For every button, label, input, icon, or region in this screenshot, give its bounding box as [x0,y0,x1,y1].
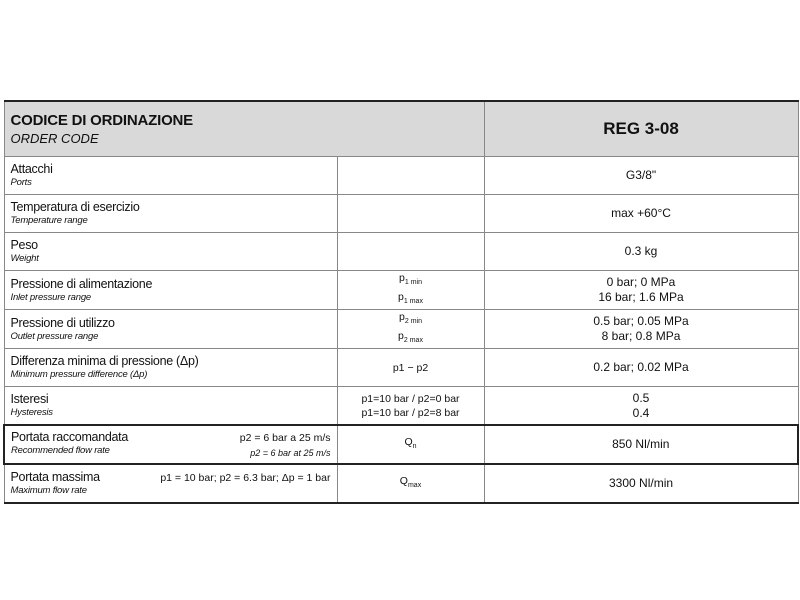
row-symbol [337,387,484,426]
model-code: REG 3-08 [484,101,798,157]
row-sublabel: Ports [10,177,32,188]
order-code-subtitle: ORDER CODE [10,131,99,146]
row-symbol [337,195,484,233]
symbol-subscript: n [412,443,417,451]
header-row [4,101,798,157]
row-symbol [337,425,484,464]
row-value: 0.2 bar; 0.02 MPa [484,349,798,387]
table-row [4,233,798,271]
row-condition-sub: p2 = 6 bar at 25 m/s [250,447,331,458]
row-label: Isteresi [10,392,49,407]
header-title-cell [4,101,484,157]
row-sublabel: Temperature range [10,215,88,226]
table-row [4,271,798,310]
table-row [4,387,798,426]
symbol-line: p1=10 bar / p2=8 bar [361,406,460,419]
order-code-title: CODICE DI ORDINAZIONE [10,112,193,129]
row-symbol [337,310,484,349]
row-symbol [337,464,484,503]
row-value: 0.3 kg [484,233,798,271]
table-row [4,349,798,387]
row-sublabel: Maximum flow rate [10,485,87,497]
row-sublabel: Recommended flow rate [11,444,110,456]
row-condition: p2 = 6 bar a 25 m/s [239,431,331,444]
value-line: 8 bar; 0.8 MPa [601,329,681,344]
row-symbol [337,233,484,271]
row-sublabel: Outlet pressure range [10,330,99,342]
row-label: Peso [10,238,38,252]
value-line: 0 bar; 0 MPa [606,275,676,290]
row-value [484,310,798,349]
row-label: Portata raccomandata [11,429,128,444]
value-line: 0.4 [632,405,650,420]
symbol-text: p [399,311,405,324]
value-line: 0.5 [632,390,650,405]
row-label: Pressione di alimentazione [10,276,153,291]
row-value [484,387,798,426]
table-row [4,310,798,349]
value-line: 0.5 bar; 0.05 MPa [593,314,689,329]
row-label: Attacchi [10,162,53,176]
value-line: 16 bar; 1.6 MPa [598,290,684,305]
row-sublabel: Minimum pressure difference (Δp) [10,369,148,381]
symbol-text: p [398,330,404,343]
symbol-text: p [399,272,405,284]
spec-table [3,100,799,504]
table-row-highlighted [4,425,798,464]
row-label: Differenza minima di pressione (Δp) [10,354,199,369]
symbol-text: p [398,291,404,304]
row-value [484,271,798,310]
symbol-subscript: 2 max [403,337,423,345]
symbol-subscript: 1 max [403,298,423,306]
row-label: Pressione di utilizzo [10,315,115,330]
row-condition: p1 = 10 bar; p2 = 6.3 bar; Δp = 1 bar [160,472,331,485]
row-label: Portata massima [10,470,100,485]
row-symbol [337,157,484,195]
symbol-subscript: max [407,482,422,490]
symbol-subscript: 2 min [404,318,422,326]
row-value: 850 Nl/min [484,425,798,464]
symbol-subscript: 1 min [404,279,422,287]
row-sublabel: Inlet pressure range [10,291,91,303]
row-label: Temperatura di esercizio [10,200,140,214]
table-row [4,195,798,233]
symbol-text: Q [399,475,408,488]
row-value: 3300 Nl/min [484,464,798,503]
symbol-line: p1=10 bar / p2=0 bar [361,392,460,405]
table-row [4,464,798,503]
symbol-text: Q [404,436,413,449]
row-value: G3/8" [484,157,798,195]
row-sublabel: Hysteresis [10,407,53,419]
row-value: max +60°C [484,195,798,233]
row-symbol: p1 − p2 [337,349,484,387]
row-sublabel: Weight [10,253,39,264]
row-symbol [337,271,484,310]
table-row [4,157,798,195]
